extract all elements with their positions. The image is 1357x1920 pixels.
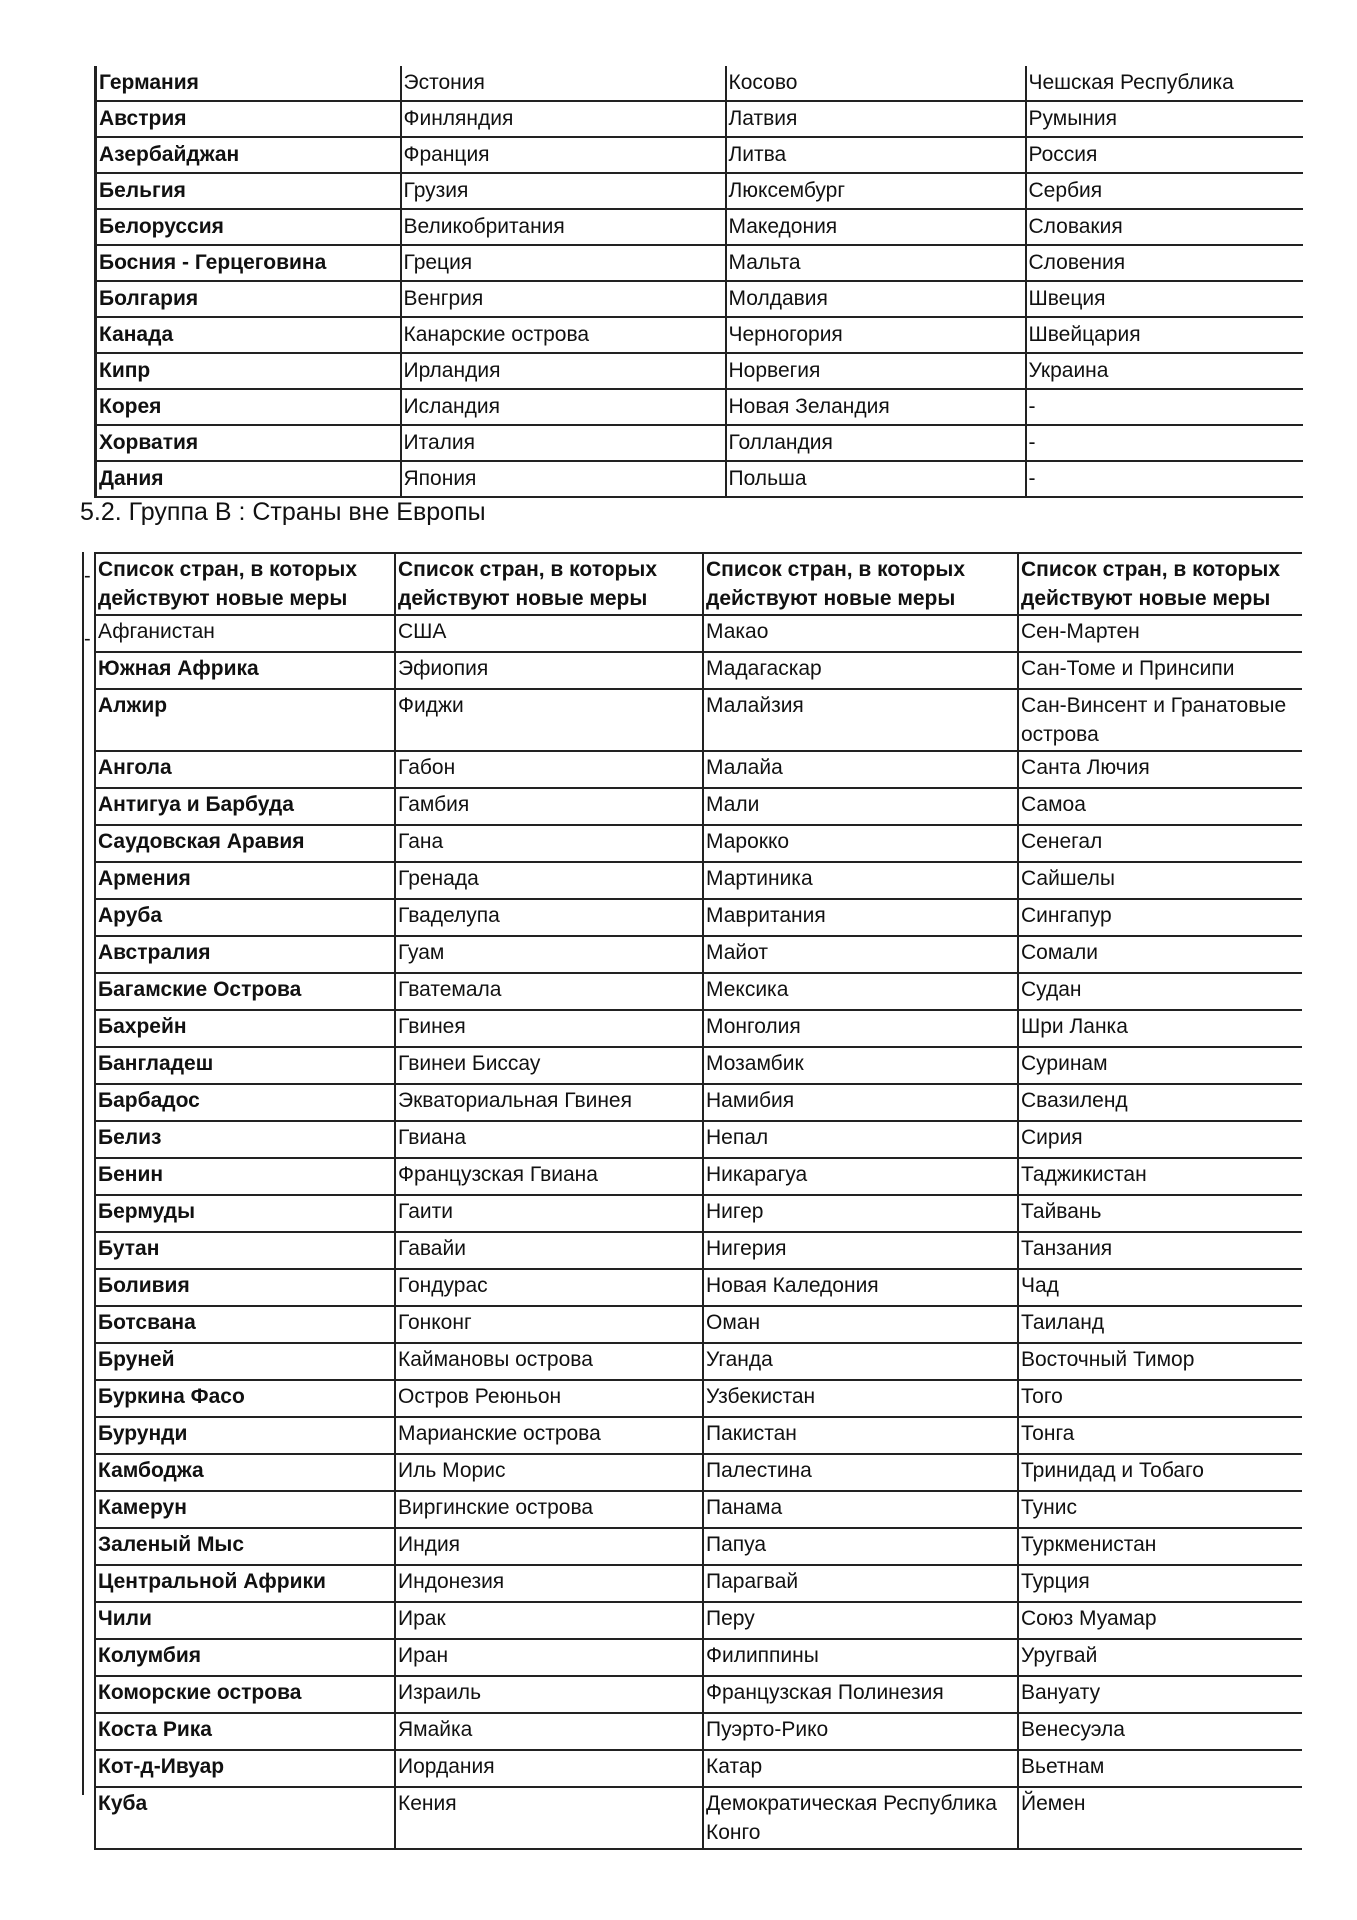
table-row [95, 1565, 1302, 1602]
group-a-table [94, 66, 1303, 498]
table-cell: Германия [96, 66, 401, 101]
table-cell: Чад [1018, 1269, 1302, 1306]
table-cell: Колумбия [95, 1639, 395, 1676]
table-cell: Пуэрто-Рико [703, 1713, 1018, 1750]
table-cell: Австрия [96, 101, 401, 137]
table-row [95, 936, 1302, 973]
table-row [95, 862, 1302, 899]
table-cell: Мали [703, 788, 1018, 825]
table-cell: Иран [395, 1639, 703, 1676]
table-cell: Камерун [95, 1491, 395, 1528]
table-cell: Австралия [95, 936, 395, 973]
table-cell: Судан [1018, 973, 1302, 1010]
table-row [96, 461, 1303, 497]
table-cell: Габон [395, 751, 703, 788]
table-row [96, 353, 1303, 389]
table-row [95, 1269, 1302, 1306]
table-cell: Белиз [95, 1121, 395, 1158]
table-cell: Оман [703, 1306, 1018, 1343]
table-cell: Польша [726, 461, 1026, 497]
table-cell: Бенин [95, 1158, 395, 1195]
table-cell: Малайа [703, 751, 1018, 788]
table-cell: Литва [726, 137, 1026, 173]
table-row [96, 66, 1303, 101]
row-marker: - [84, 565, 91, 587]
table-cell: Фиджи [395, 689, 703, 751]
table-row [96, 317, 1303, 353]
table-row [95, 899, 1302, 936]
table-cell: Панама [703, 1491, 1018, 1528]
table-cell: Буркина Фасо [95, 1380, 395, 1417]
table-cell: Филиппины [703, 1639, 1018, 1676]
table-cell: Корея [96, 389, 401, 425]
table-cell: Мексика [703, 973, 1018, 1010]
table-cell: Косово [726, 66, 1026, 101]
table-row [95, 1010, 1302, 1047]
table-cell: Уганда [703, 1343, 1018, 1380]
table-cell: Эстония [401, 66, 726, 101]
table-cell: Никарагуа [703, 1158, 1018, 1195]
table-cell: Вануату [1018, 1676, 1302, 1713]
table-cell: Коста Рика [95, 1713, 395, 1750]
header-cell: Список стран, в которых действуют новые меры [703, 553, 1018, 615]
table-row [95, 1121, 1302, 1158]
table-cell: Новая Зеландия [726, 389, 1026, 425]
table-row [95, 615, 1302, 652]
table-cell: Азербайджан [96, 137, 401, 173]
table-cell: Майот [703, 936, 1018, 973]
table-row [95, 1158, 1302, 1195]
table-cell: Словения [1026, 245, 1303, 281]
table-row [95, 1713, 1302, 1750]
table-row [95, 788, 1302, 825]
table-row [95, 652, 1302, 689]
table-row [96, 389, 1303, 425]
table-cell: Ирак [395, 1602, 703, 1639]
table-cell: Гренада [395, 862, 703, 899]
table-cell: Бруней [95, 1343, 395, 1380]
table-cell: Саудовская Аравия [95, 825, 395, 862]
table-cell: Иордания [395, 1750, 703, 1787]
table-cell: Кот-д-Ивуар [95, 1750, 395, 1787]
table-cell: Словакия [1026, 209, 1303, 245]
table-cell: Канарские острова [401, 317, 726, 353]
table-cell: Латвия [726, 101, 1026, 137]
table-cell: Малайзия [703, 689, 1018, 751]
table-cell: Аруба [95, 899, 395, 936]
table-cell: Гондурас [395, 1269, 703, 1306]
table-row [95, 1047, 1302, 1084]
table-cell: Канада [96, 317, 401, 353]
table-cell: Марокко [703, 825, 1018, 862]
table-cell: Гвинея [395, 1010, 703, 1047]
table-cell: Сомали [1018, 936, 1302, 973]
table-row [96, 101, 1303, 137]
table-row [95, 1602, 1302, 1639]
table-cell: Багамские Острова [95, 973, 395, 1010]
table-cell: Монголия [703, 1010, 1018, 1047]
table-cell: Палестина [703, 1454, 1018, 1491]
table-cell: Армения [95, 862, 395, 899]
table-cell: Экваториальная Гвинея [395, 1084, 703, 1121]
table-cell: Белоруссия [96, 209, 401, 245]
table-cell: Ирландия [401, 353, 726, 389]
table-cell: Остров Реюньон [395, 1380, 703, 1417]
table-cell: Антигуа и Барбуда [95, 788, 395, 825]
table-row [95, 1454, 1302, 1491]
table-cell: Йемен [1018, 1787, 1302, 1849]
table-cell: Бангладеш [95, 1047, 395, 1084]
table-cell: Гаити [395, 1195, 703, 1232]
table-row [95, 1195, 1302, 1232]
table-cell: Сен-Мартен [1018, 615, 1302, 652]
table-row [95, 689, 1302, 751]
table-cell: Украина [1026, 353, 1303, 389]
table-row [95, 1750, 1302, 1787]
table-cell: Алжир [95, 689, 395, 751]
table-cell: Сирия [1018, 1121, 1302, 1158]
table-cell: Южная Африка [95, 652, 395, 689]
table-cell: Куба [95, 1787, 395, 1849]
table-row [95, 1787, 1302, 1849]
table-row [95, 1306, 1302, 1343]
table-cell: Мозамбик [703, 1047, 1018, 1084]
table-cell: Вьетнам [1018, 1750, 1302, 1787]
table-cell: Парагвай [703, 1565, 1018, 1602]
table-cell: Афганистан [95, 615, 395, 652]
table-cell: Норвегия [726, 353, 1026, 389]
table-cell: Восточный Тимор [1018, 1343, 1302, 1380]
table-cell: Гвинеи Биссау [395, 1047, 703, 1084]
table-cell: Молдавия [726, 281, 1026, 317]
table-row [95, 1491, 1302, 1528]
table-cell: Пакистан [703, 1417, 1018, 1454]
table-cell: Швеция [1026, 281, 1303, 317]
table-cell: Великобритания [401, 209, 726, 245]
table-row [96, 209, 1303, 245]
table-cell: Танзания [1018, 1232, 1302, 1269]
table-cell: - [1026, 425, 1303, 461]
table-cell: Италия [401, 425, 726, 461]
header-cell: Список стран, в которых действуют новые меры [395, 553, 703, 615]
table-cell: Камбоджа [95, 1454, 395, 1491]
table-cell: Тайвань [1018, 1195, 1302, 1232]
table-cell: Гана [395, 825, 703, 862]
table-cell: Индия [395, 1528, 703, 1565]
table-cell: Гваделупа [395, 899, 703, 936]
table-cell: Узбекистан [703, 1380, 1018, 1417]
table-cell: Мавритания [703, 899, 1018, 936]
table-cell: Швейцария [1026, 317, 1303, 353]
table-row [95, 751, 1302, 788]
table-row [95, 1380, 1302, 1417]
table-cell: Кения [395, 1787, 703, 1849]
table-row [96, 137, 1303, 173]
header-cell: Список стран, в которых действуют новые меры [95, 553, 395, 615]
table-cell: Французская Полинезия [703, 1676, 1018, 1713]
group-b-table [94, 552, 1302, 1850]
table-cell: Тонга [1018, 1417, 1302, 1454]
table-cell: Сан-Томе и Принсипи [1018, 652, 1302, 689]
table-cell: Ямайка [395, 1713, 703, 1750]
table-row [95, 1676, 1302, 1713]
table-cell: Гуам [395, 936, 703, 973]
table-cell: Самоа [1018, 788, 1302, 825]
table-cell: - [1026, 461, 1303, 497]
table-cell: Греция [401, 245, 726, 281]
table-row [95, 973, 1302, 1010]
table-cell: Таджикистан [1018, 1158, 1302, 1195]
table-cell: Иль Морис [395, 1454, 703, 1491]
table-cell: Ботсвана [95, 1306, 395, 1343]
table-row [96, 281, 1303, 317]
table-cell: Мальта [726, 245, 1026, 281]
table-cell: Сингапур [1018, 899, 1302, 936]
table-cell: Заленый Мыс [95, 1528, 395, 1565]
table-cell: Ангола [95, 751, 395, 788]
table-cell: Перу [703, 1602, 1018, 1639]
table-cell: Коморские острова [95, 1676, 395, 1713]
table-cell: Исландия [401, 389, 726, 425]
table-cell: Центральной Африки [95, 1565, 395, 1602]
table-cell: Венгрия [401, 281, 726, 317]
table-cell: Мадагаскар [703, 652, 1018, 689]
table-cell: Намибия [703, 1084, 1018, 1121]
table-cell: Мартиника [703, 862, 1018, 899]
table-cell: Туркменистан [1018, 1528, 1302, 1565]
table-cell: Того [1018, 1380, 1302, 1417]
table-cell: Хорватия [96, 425, 401, 461]
table-cell: Гавайи [395, 1232, 703, 1269]
table-cell: Черногория [726, 317, 1026, 353]
table-cell: Нигер [703, 1195, 1018, 1232]
table-cell: Румыния [1026, 101, 1303, 137]
table-cell: Бахрейн [95, 1010, 395, 1047]
table-row [96, 425, 1303, 461]
table-cell: Люксембург [726, 173, 1026, 209]
table-cell: Сербия [1026, 173, 1303, 209]
table-cell: Кипр [96, 353, 401, 389]
table-cell: Таиланд [1018, 1306, 1302, 1343]
table-cell: Французская Гвиана [395, 1158, 703, 1195]
table-row [96, 245, 1303, 281]
table-row [95, 825, 1302, 862]
table-cell: США [395, 615, 703, 652]
table-cell: Шри Ланка [1018, 1010, 1302, 1047]
table-cell: Санта Лючия [1018, 751, 1302, 788]
table-cell: Виргинские острова [395, 1491, 703, 1528]
table-cell: Уругвай [1018, 1639, 1302, 1676]
table-row [96, 173, 1303, 209]
table-header-row [95, 553, 1302, 615]
table-cell: Босния - Герцеговина [96, 245, 401, 281]
table-cell: Катар [703, 1750, 1018, 1787]
table-cell: Гватемала [395, 973, 703, 1010]
table-row [95, 1417, 1302, 1454]
table-cell: Свазиленд [1018, 1084, 1302, 1121]
table-cell: Тунис [1018, 1491, 1302, 1528]
table-cell: Нигерия [703, 1232, 1018, 1269]
table-cell: Боливия [95, 1269, 395, 1306]
table-cell: Новая Каледония [703, 1269, 1018, 1306]
table-cell: Бельгия [96, 173, 401, 209]
table-cell: Чешская Республика [1026, 66, 1303, 101]
table-cell: Бурунди [95, 1417, 395, 1454]
table-cell: Венесуэла [1018, 1713, 1302, 1750]
table-cell: Тринидад и Тобаго [1018, 1454, 1302, 1491]
table-cell: Демократическая Республика Конго [703, 1787, 1018, 1849]
table-row [95, 1528, 1302, 1565]
table-cell: Япония [401, 461, 726, 497]
table-cell: Голландия [726, 425, 1026, 461]
table-cell: Болгария [96, 281, 401, 317]
table-cell: Гамбия [395, 788, 703, 825]
table-cell: Непал [703, 1121, 1018, 1158]
table-cell: Индонезия [395, 1565, 703, 1602]
table-cell: Союз Муамар [1018, 1602, 1302, 1639]
table-cell: - [1026, 389, 1303, 425]
table-cell: Македония [726, 209, 1026, 245]
table-cell: Чили [95, 1602, 395, 1639]
table-cell: Суринам [1018, 1047, 1302, 1084]
section-title: 5.2. Группа В : Страны вне Европы [80, 498, 486, 526]
table-cell: Макао [703, 615, 1018, 652]
table-cell: Гонконг [395, 1306, 703, 1343]
table-cell: Папуа [703, 1528, 1018, 1565]
table-cell: Бутан [95, 1232, 395, 1269]
table-cell: Россия [1026, 137, 1303, 173]
table-cell: Сайшелы [1018, 862, 1302, 899]
table-row [95, 1639, 1302, 1676]
table-cell: Израиль [395, 1676, 703, 1713]
table-cell: Дания [96, 461, 401, 497]
table-cell: Турция [1018, 1565, 1302, 1602]
table-cell: Гвиана [395, 1121, 703, 1158]
table-cell: Франция [401, 137, 726, 173]
table-cell: Сенегал [1018, 825, 1302, 862]
table-row [95, 1343, 1302, 1380]
table-cell: Бермуды [95, 1195, 395, 1232]
row-marker: - [84, 628, 91, 650]
table-cell: Барбадос [95, 1084, 395, 1121]
table-cell: Эфиопия [395, 652, 703, 689]
table-cell: Каймановы острова [395, 1343, 703, 1380]
table-row [95, 1084, 1302, 1121]
table-cell: Сан-Винсент и Гранатовые острова [1018, 689, 1302, 751]
header-cell: Список стран, в которых действуют новые меры [1018, 553, 1302, 615]
table-cell: Грузия [401, 173, 726, 209]
table-cell: Финляндия [401, 101, 726, 137]
table-row [95, 1232, 1302, 1269]
table-cell: Марианские острова [395, 1417, 703, 1454]
